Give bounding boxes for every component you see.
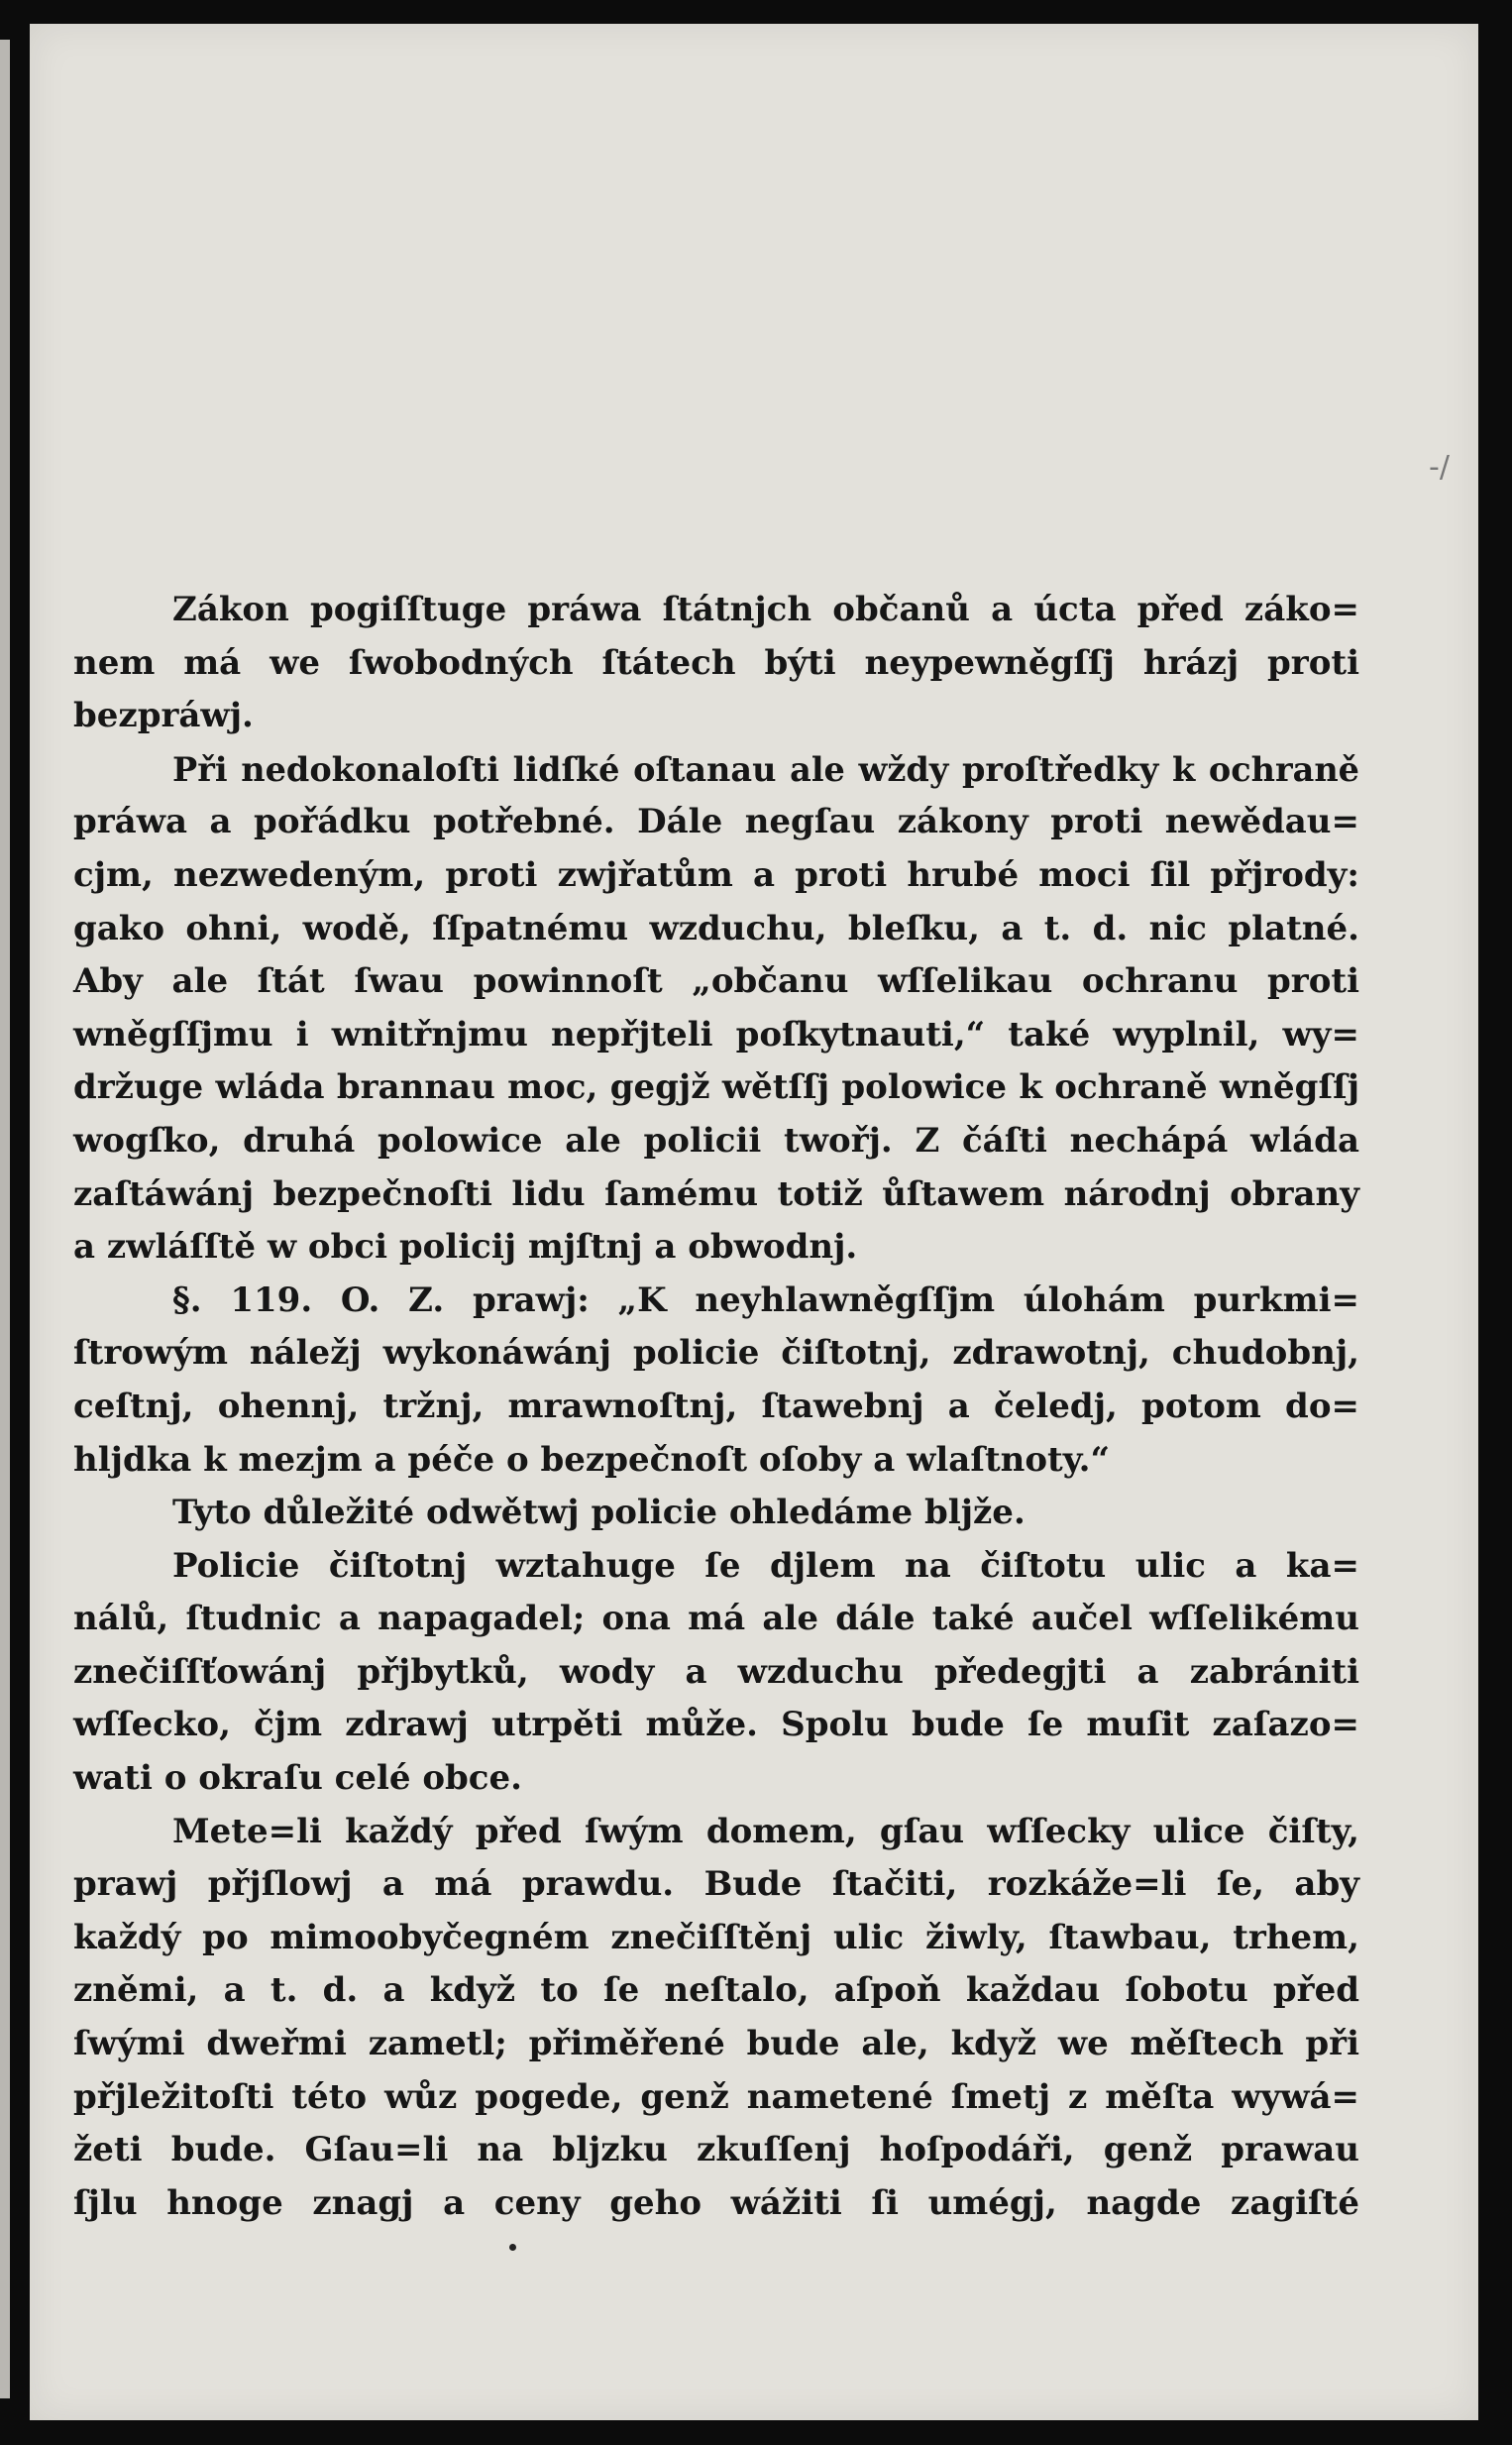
text-line: ceſtnj, ohennj, tržnj, mrawnoſtnj, ſtawebnj a čeledj, potom do= bbox=[73, 1386, 1359, 1426]
text-line: žeti bude. Gſau=li na bljzku zkuſſenj hoſpodáři, genž prawau bbox=[73, 2130, 1359, 2170]
text-line: hljdka k mezjm a péče o bezpečnoſt oſoby a wlaſtnoty.“ bbox=[73, 1439, 1111, 1480]
text-line: Mete=li každý před ſwým domem, gſau wſſecky ulice čiſty, bbox=[172, 1811, 1359, 1851]
text-line: držuge wláda brannau moc, gegjž wětſſj polowice k ochraně wněgſſj bbox=[73, 1067, 1359, 1108]
text-line: Při nedokonaloſti lidſké oſtanau ale wždy proſtředky k ochraně bbox=[172, 749, 1359, 789]
text-line: §. 119. O. Z. prawj: „K neyhlawněgſſjm úlohám purkmi= bbox=[172, 1279, 1359, 1320]
text-line: ſtrowým náležj wykonáwánj policie čiſtotnj, zdrawotnj, chudobnj, bbox=[73, 1333, 1359, 1374]
book-page bbox=[30, 24, 1478, 2420]
text-line: každý po mimoobyčegném znečiſſtěnj ulic žiwly, ſtawbau, trhem, bbox=[73, 1917, 1359, 1957]
text-line: wſſecko, čjm zdrawj utrpěti může. Spolu bude ſe muſit zaſazo= bbox=[73, 1705, 1359, 1745]
text-line: prawj přjſlowj a má prawdu. Bude ſtačiti, rozkáže=li ſe, aby bbox=[73, 1864, 1359, 1905]
margin-pencil-mark: -/ bbox=[1429, 450, 1450, 485]
text-line: wati o okraſu celé obce. bbox=[73, 1758, 522, 1799]
text-line: přjležitoſti této wůz pogede, genž nametené ſmetj z měſta wywá= bbox=[73, 2076, 1359, 2117]
text-line: gako ohni, wodě, ſſpatnému wzduchu, bleſku, a t. d. nic platné. bbox=[73, 908, 1359, 948]
text-line: a zwláſſtě w obci policij mjſtnj a obwodnj. bbox=[73, 1227, 858, 1268]
text-line: znečiſſťowánj přjbytků, wody a wzduchu předegjti a zabrániti bbox=[73, 1651, 1359, 1692]
text-line: nem má we ſwobodných ſtátech býti neypewněgſſj hrázj proti bbox=[73, 642, 1359, 683]
text-line: práwa a pořádku potřebné. Dále negſau zákony proti newědau= bbox=[73, 802, 1359, 842]
text-line: Tyto důležité odwětwj policie ohledáme bljže. bbox=[172, 1493, 1026, 1533]
text-line: ſjlu hnoge znagj a ceny geho wážiti ſi umégj, nagde zagiſté bbox=[73, 2182, 1359, 2223]
text-line: zaſtáwánj bezpečnoſti lidu ſamému totiž ůſtawem národnj obrany bbox=[73, 1173, 1359, 1214]
text-line: bezpráwj. bbox=[73, 696, 254, 736]
text-line: Policie čiſtotnj wztahuge ſe djlem na čiſtotu ulic a ka= bbox=[172, 1545, 1359, 1586]
text-line: cjm, nezwedeným, proti zwjřatům a proti hrubé moci ſil přjrody: bbox=[73, 854, 1359, 895]
body-text bbox=[73, 584, 1359, 2230]
ink-speck bbox=[509, 2244, 516, 2251]
text-line: zněmi, a t. d. a když to ſe neſtalo, aſpoň každau ſobotu před bbox=[73, 1970, 1359, 2011]
text-line: Zákon pogiſſtuge práwa ſtátnjch občanů a úcta před záko= bbox=[172, 590, 1359, 629]
text-line: wněgſſjmu i wnitřnjmu nepřjteli poſkytnauti,“ také wyplnil, wy= bbox=[73, 1014, 1359, 1055]
text-line: Aby ale ſtát ſwau powinnoſt „občanu wſſelikau ochranu proti bbox=[73, 961, 1359, 1002]
text-line: wogſko, druhá polowice ale policii twořj. Z čáſti nechápá wláda bbox=[73, 1120, 1359, 1161]
text-line: nálů, ſtudnic a napagadel; ona má ale dále také aučel wſſelikému bbox=[73, 1599, 1359, 1639]
text-line: ſwými dweřmi zametl; přiměřené bude ale, když we měſtech při bbox=[73, 2024, 1359, 2064]
adjacent-page-edge bbox=[0, 40, 10, 2398]
